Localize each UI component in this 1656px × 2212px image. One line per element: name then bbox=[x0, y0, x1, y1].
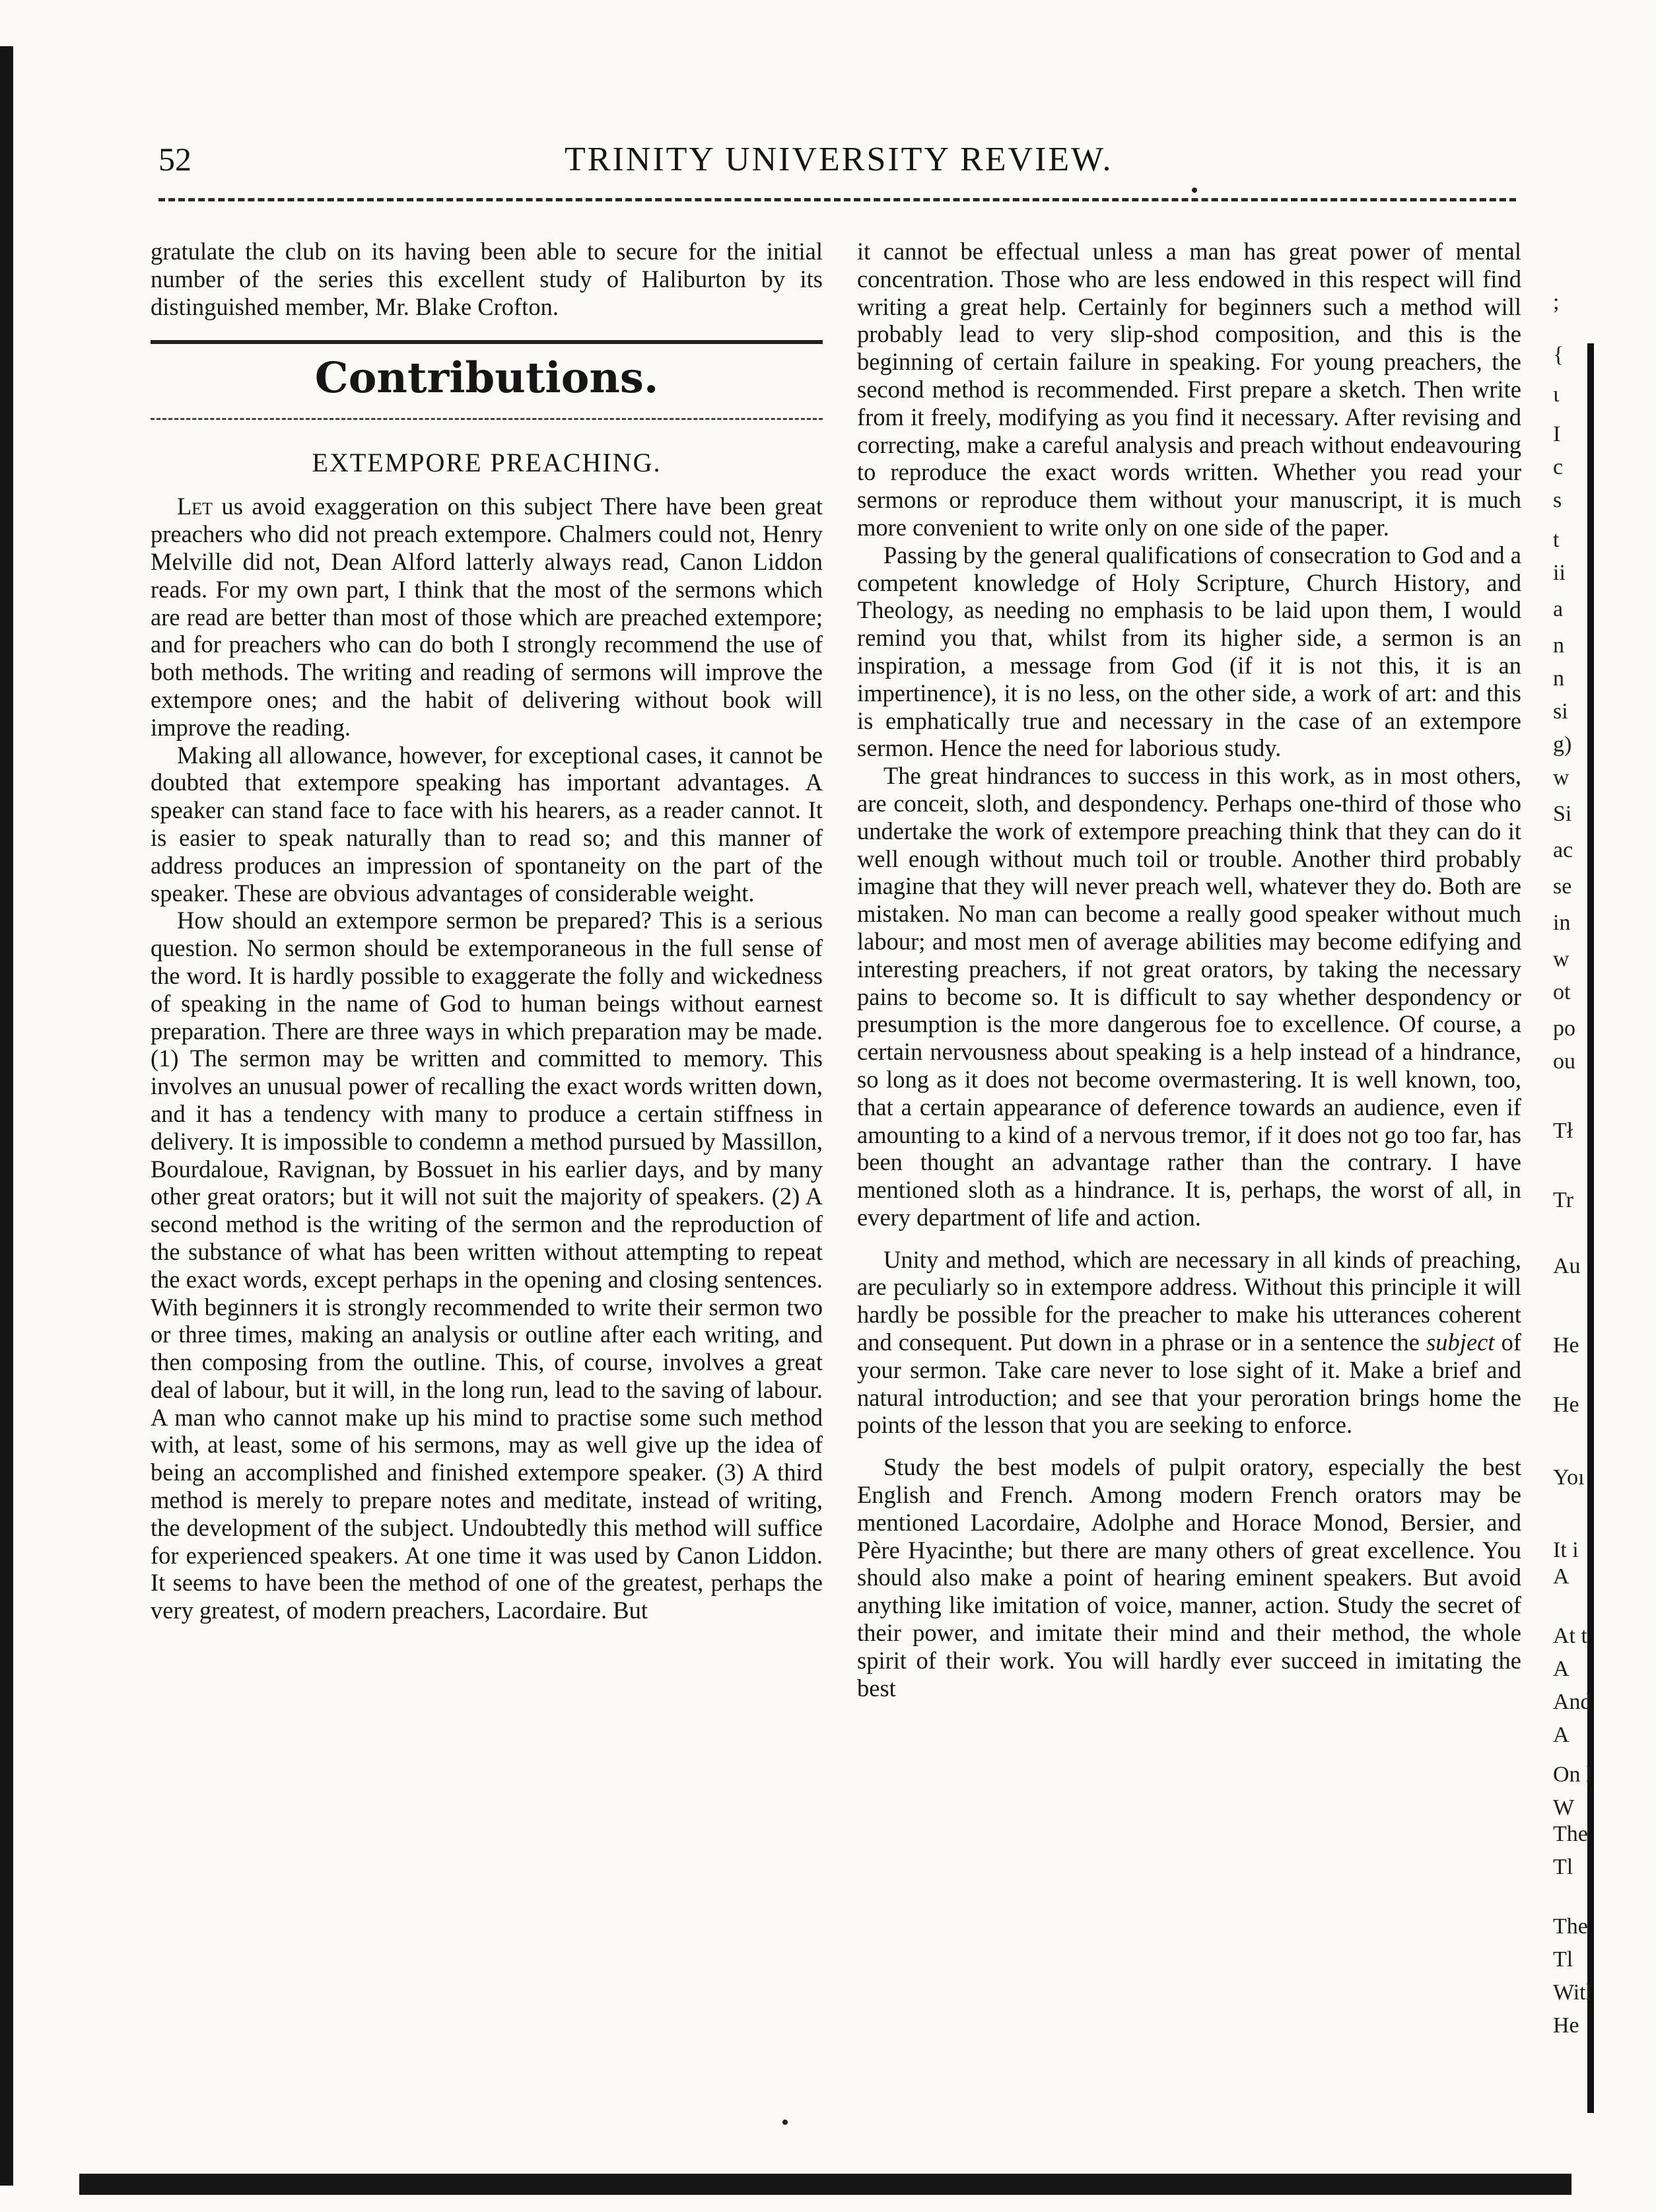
binding-edge bbox=[0, 46, 13, 2186]
paragraph-lead-word: Let bbox=[177, 493, 213, 520]
facing-page-fragment: s bbox=[1553, 488, 1562, 512]
facing-page-fragment: I bbox=[1553, 422, 1561, 446]
facing-page-fragment: Si bbox=[1553, 802, 1572, 826]
paragraph-5: The great hindrances to success in this work, as in most others, are conceit, sloth, and despondency. Perhaps one-third of those who undertake the work of extempore preaching think that they can do it well enough without much toil or trouble. Another third probably imagine that they will never preach well, whatever they do. Both are mistaken. No man can become a really good speaker without much labour; and most men of average abilities may become edifying and interesting preachers, if not great orators, by taking the necessary pains to become so. It is difficult to say whether despondency or presumption is the more dangerous foe to excellence. Of course, a certain nervousness about speaking is a help instead of a hindrance, so long as it does not become overmastering. It is well known, too, that a certain appearance of deference towards an audience, even if amounting to a kind of a nervous tremor, if it does not go too far, has been thought an advantage rather than the contrary. I have mentioned sloth as a hindrance. It is, perhaps, the worst of all, in every department of life and action. bbox=[857, 762, 1521, 1231]
facing-page-fragment: a bbox=[1553, 597, 1564, 621]
paragraph-6-emphasis: subject bbox=[1426, 1329, 1495, 1356]
section-rule-bottom bbox=[151, 418, 823, 420]
facing-page-fragment: It i bbox=[1553, 1538, 1579, 1562]
facing-page-fragment: g) bbox=[1553, 732, 1572, 757]
facing-page-fragment: He bbox=[1553, 1393, 1579, 1417]
facing-page-fragment: He bbox=[1553, 2013, 1579, 2038]
paragraph-1-text: us avoid exaggeration on this subject There have been great preachers who did not preach extempore. Chalmers could not, Henry Melville did not, Dean Alford latterly always read, Canon Liddon reads. For my own part, I think that the most of the sermons which are read are better than most of those which are preached extempore; and for preachers who can do both I strongly recommend the use of both methods. The writing and reading of sermons will improve the extempore ones; and the habit of delivering without book will improve the reading. bbox=[151, 493, 823, 741]
paragraph-continued: it cannot be effectual unless a man has great power of mental concentration. Those who are less endowed in this respect will find writing a great help. Certainly for beginners such a method will probably lead to very slip-shod composition, and this is the beginning of certain failure in speaking. For young preachers, the second method is recommended. First prepare a sketch. Then write from it freely, modifying as you find it necessary. After revising and correcting, make a careful analysis and preach without endeavouring to reproduce the exact words written. Whether you read your sermons or reproduce them without your manuscript, it is much more convenient to write only on one side of the paper. bbox=[857, 238, 1521, 541]
facing-page-fragment: se bbox=[1553, 874, 1572, 899]
right-column bbox=[857, 238, 1521, 1702]
facing-page-fragment: A bbox=[1553, 1723, 1570, 1747]
facing-page-fragment: The bbox=[1553, 1822, 1588, 1846]
paragraph-6-text-a: Unity and method, which are necessary in all kinds of preaching, are peculiarly so in extempore address. Without this principle it will hardly be possible for the preacher to make his utterances coherent and consequent. Put down in a phrase or in a sentence the bbox=[857, 1245, 1521, 1356]
facing-page-fragment: He bbox=[1553, 1333, 1579, 1358]
paragraph-6-text-b: of your sermon. Take care never to lose sight of it. Make a brief and natural introduction; and see that your peroration brings home the points of the lesson that you are seeking to enforce. bbox=[857, 1329, 1521, 1439]
facing-page-fragment: c bbox=[1553, 455, 1564, 479]
facing-page-fragment: in bbox=[1553, 911, 1571, 935]
column-end-dot bbox=[782, 2120, 788, 2125]
facing-page-fragment: W bbox=[1553, 1795, 1575, 1820]
left-column bbox=[151, 238, 823, 1624]
facing-page-fragment: Tł bbox=[1553, 1119, 1573, 1143]
facing-page-fragment: Tl bbox=[1553, 1947, 1573, 1972]
facing-page-fragment: Tr bbox=[1553, 1188, 1573, 1212]
facing-page-fragment: Tl bbox=[1553, 1855, 1573, 1879]
facing-page-fragment: po bbox=[1553, 1016, 1575, 1041]
facing-page-fragment: n bbox=[1553, 633, 1564, 658]
intro-paragraph: gratulate the club on its having been able to secure for the initial number of the series this excellent study of Haliburton by its distinguished member, Mr. Blake Crofton. bbox=[151, 238, 823, 320]
running-title: TRINITY UNIVERSITY REVIEW. bbox=[565, 141, 1113, 178]
section-rule-top bbox=[151, 340, 823, 344]
paragraph-7: Study the best models of pulpit oratory, especially the best English and French. Among modern French orators may be mentioned Lacordaire, Adolphe and Horace Monod, Bersier, and Père Hyacinthe; but there are many others of great excellence. You should also make a point of hearing eminent speakers. But avoid anything like imitation of voice, manner, action. Study the secret of their power, and imitate their mind and their method, the whole spirit of their work. You will hardly ever succeed in imitating the best bbox=[857, 1453, 1521, 1702]
facing-page-fragment: And bbox=[1553, 1690, 1592, 1714]
article-title: EXTEMPORE PREACHING. bbox=[312, 448, 662, 478]
facing-page-fragment: ac bbox=[1553, 838, 1573, 862]
section-heading: Contributions. bbox=[314, 353, 659, 403]
facing-page-fragment: A bbox=[1553, 1657, 1570, 1681]
facing-page-fragments bbox=[1553, 139, 1652, 2120]
facing-page-fragment: ii bbox=[1553, 561, 1566, 585]
facing-page-fragment: ɩ bbox=[1553, 382, 1560, 407]
paragraph-4: Passing by the general qualifications of consecration to God and a competent knowledge of Holy Scripture, Church History, and Theology, as needing no emphasis to be laid upon them, I would remind you that, whilst from its higher side, a sermon is an inspiration, a message from God (if it is not this, it is an impertinence), it is no less, on the other side, a work of art: and this is emphatically true and necessary in the case of an extempore sermon. Hence the need for laborious study. bbox=[857, 541, 1521, 762]
facing-page-fragment: ; bbox=[1553, 290, 1560, 314]
facing-page-fragment: ot bbox=[1553, 980, 1571, 1004]
page-header bbox=[158, 140, 1479, 186]
facing-page-fragment: w bbox=[1553, 947, 1570, 971]
facing-page-fragment: Yoı bbox=[1553, 1465, 1585, 1490]
facing-page-fragment: w bbox=[1553, 765, 1570, 790]
facing-page-fragment: On l bbox=[1553, 1762, 1593, 1787]
facing-page-fragment: { bbox=[1553, 343, 1564, 367]
facing-page-fragment: A bbox=[1553, 1564, 1570, 1589]
header-rule bbox=[158, 198, 1516, 201]
header-dot bbox=[1192, 188, 1197, 193]
paragraph-6 bbox=[857, 1246, 1521, 1439]
facing-page-fragment: ou bbox=[1553, 1049, 1575, 1074]
facing-page-fragment: n bbox=[1553, 666, 1564, 691]
facing-page-fragment: Witl bbox=[1553, 1980, 1593, 2005]
facing-page-fragment: At t bbox=[1553, 1624, 1587, 1648]
paragraph-3: How should an extempore sermon be prepared? This is a serious question. No sermon should be extemporaneous in the full sense of the word. It is hardly possible to exaggerate the folly and wickedness of speaking in the name of God to human beings without earnest preparation. There are three ways in which preparation may be made. (1) The sermon may be written and committed to memory. This involves an unusual power of recalling the exact words written down, and it has a tendency with many to produce a certain stiffness in delivery. It is impossible to condemn a method pursued by Massillon, Bourdaloue, Ravignan, by Bossuet in his earlier days, and by many other great orators; but it will not suit the majority of speakers. (2) A second method is the writing of the sermon and the reproduction of the substance of what has been written without attempting to repeat the exact words, except perhaps in the opening and closing sentences. With beginners it is strongly recommended to write their sermon two or three times, making an analysis or outline after each writing, and then composing from the outline. This, of course, involves a great deal of labour, but it will, in the long run, lead to the saving of labour. A man who cannot make up his mind to practise some such method with, at least, some of his sermons, may as well give up the idea of being an accomplished and finished extempore speaker. (3) A third method is merely to prepare notes and meditate, instead of writing, the development of the subject. Undoubtedly this method will suffice for experienced speakers. At one time it was used by Canon Liddon. It seems to have been the method of one of the greatest, perhaps the very greatest, of modern preachers, Lacordaire. But bbox=[151, 907, 823, 1624]
paragraph-1 bbox=[151, 493, 823, 741]
page-number: 52 bbox=[158, 141, 191, 178]
facing-page-fragment: Au bbox=[1553, 1254, 1581, 1278]
footer-bar bbox=[79, 2174, 1571, 2195]
facing-page-fragment: t bbox=[1553, 528, 1560, 552]
facing-page-fragment: si bbox=[1553, 699, 1568, 724]
facing-page-fragment: The bbox=[1553, 1914, 1588, 1939]
paragraph-2: Making all allowance, however, for exceptional cases, it cannot be doubted that extempore speaking has important advantages. A speaker can stand face to face with his hearers, as a reader cannot. It is easier to speak naturally than to read so; and this manner of address produces an impression of spontaneity on the part of the speaker. These are obvious advantages of considerable weight. bbox=[151, 741, 823, 907]
